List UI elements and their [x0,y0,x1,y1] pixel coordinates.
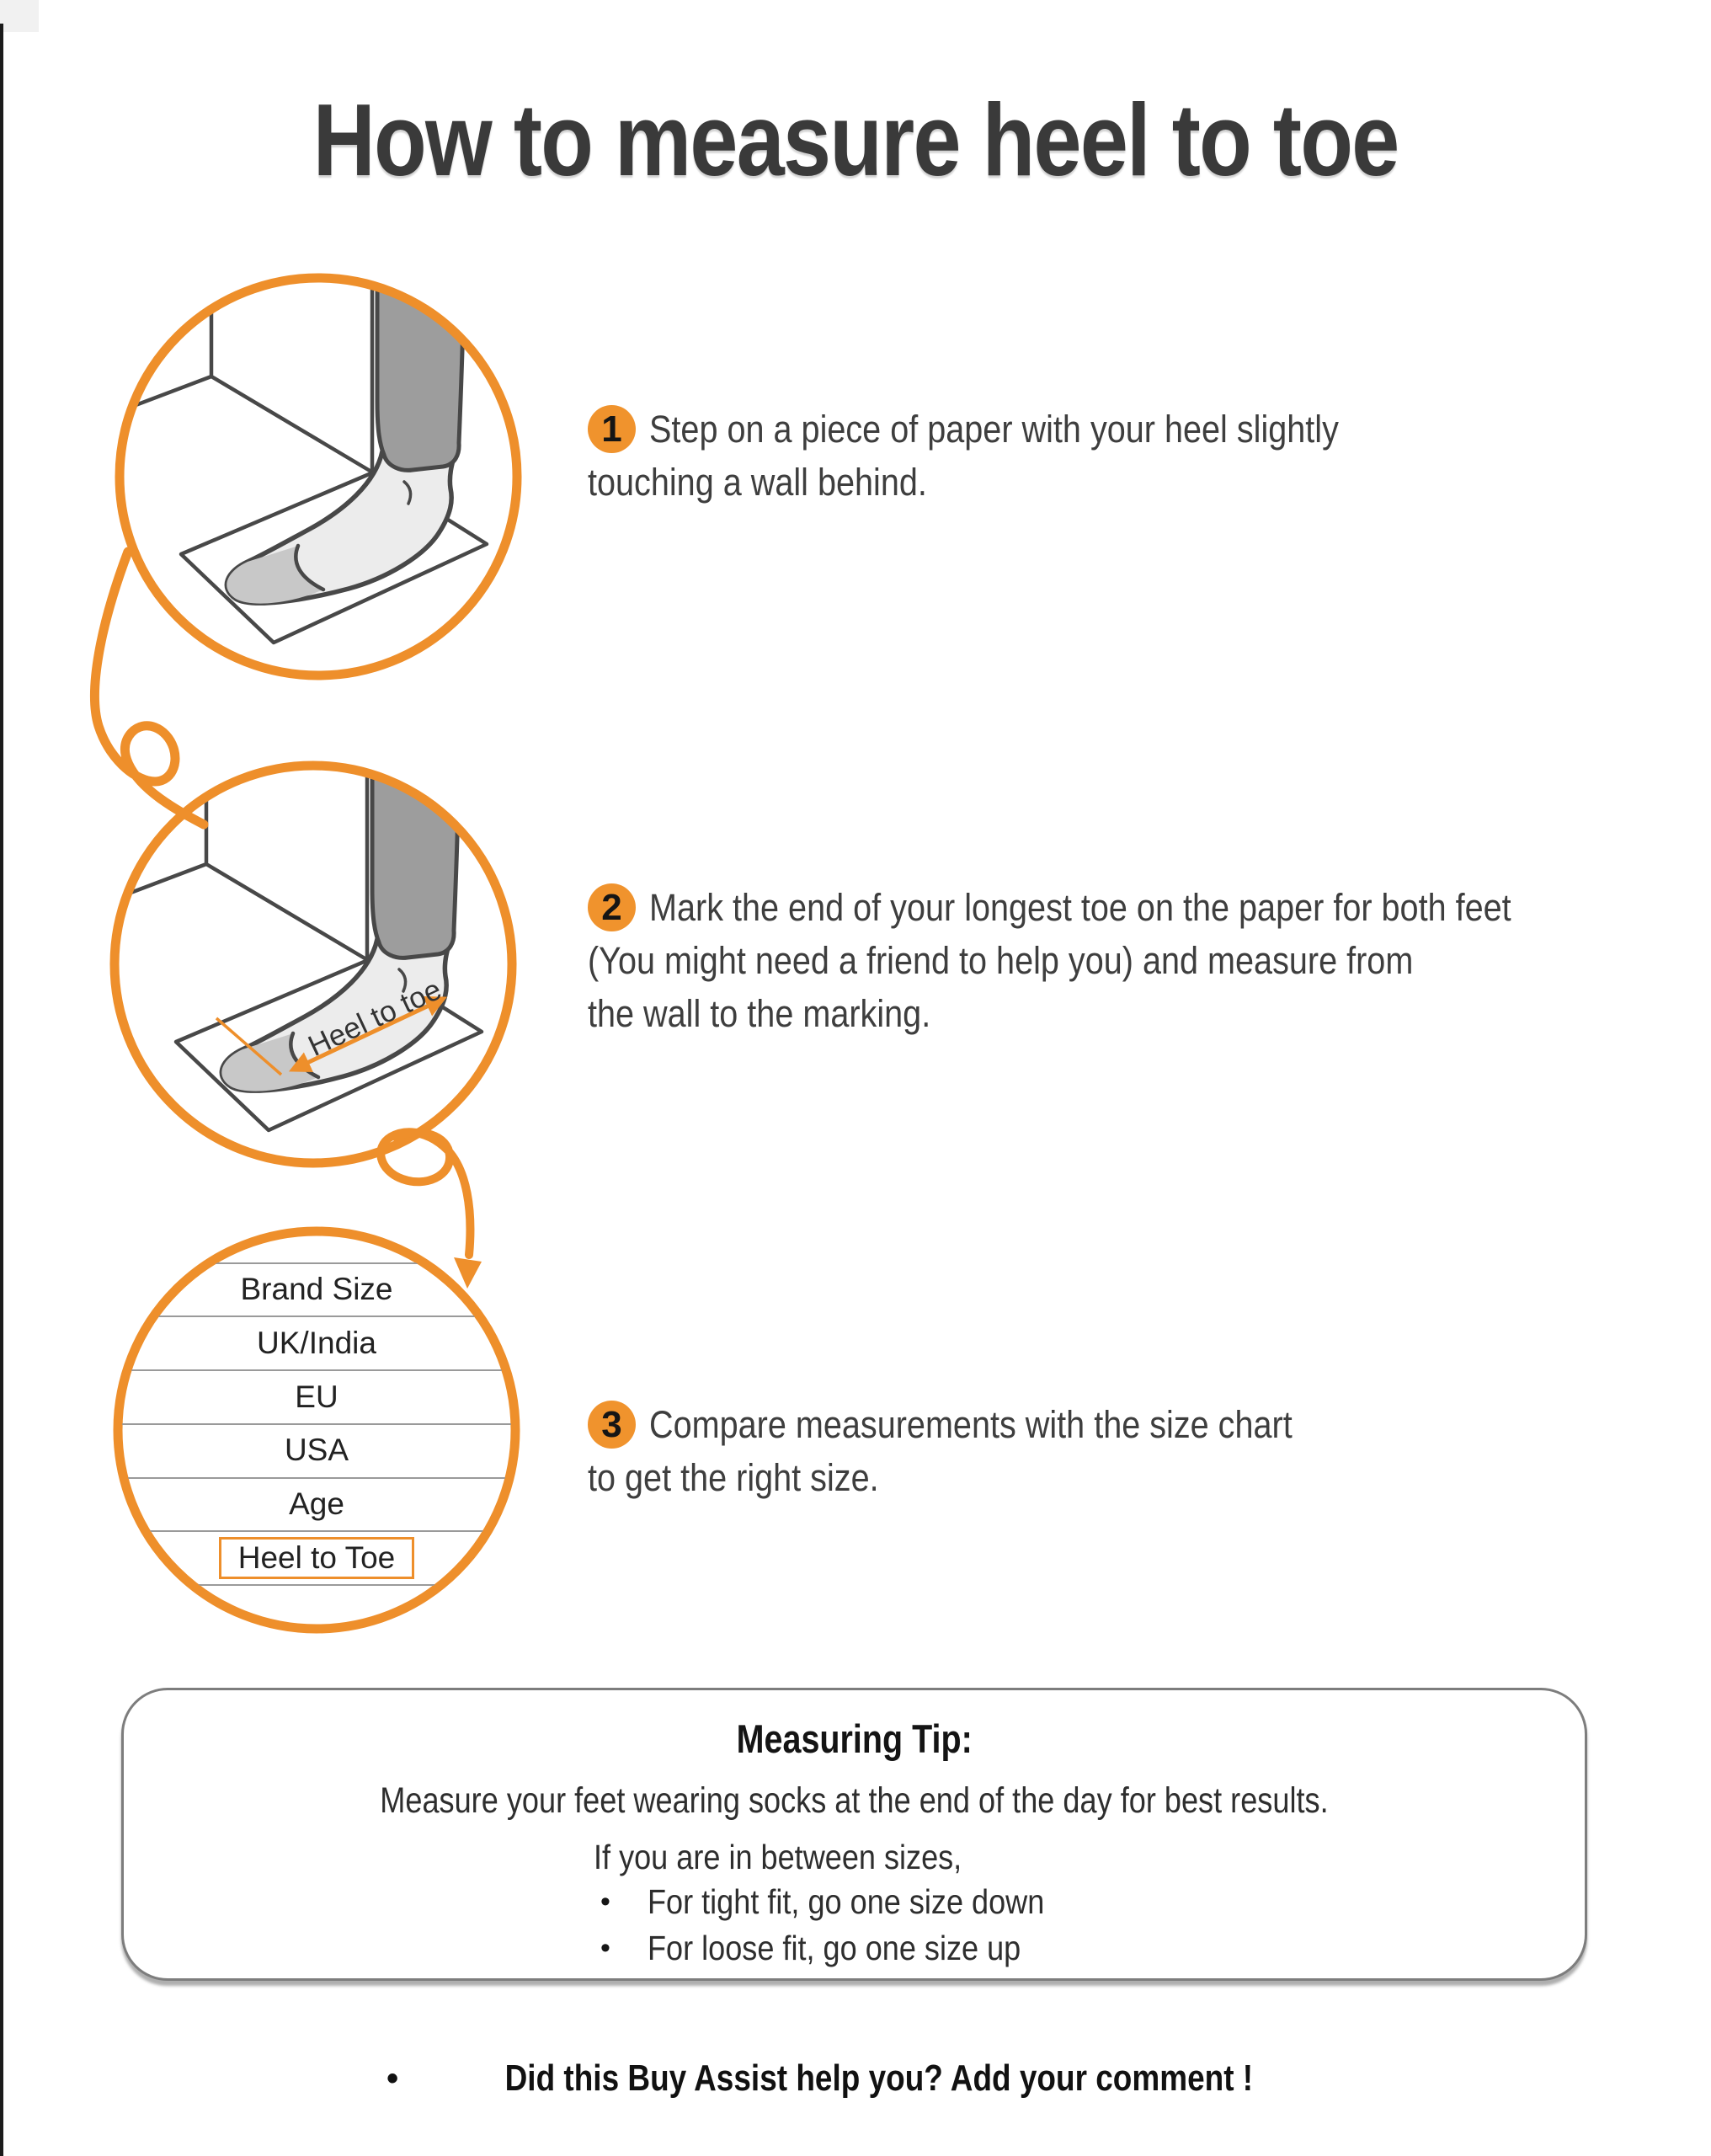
heel-to-toe-label: Heel to toe [303,973,447,1064]
measuring-tip-box [121,1688,1587,1981]
size-chart-row-brand-size: Brand Size [240,1272,393,1306]
step-2-line-1 [588,881,1628,934]
tip-sublist [594,1835,1099,1972]
step-3-badge: 3 [588,1401,636,1449]
tip-bullet-1: • For tight fit, go one size down [594,1879,1099,1925]
tip-main-line: Measure your feet wearing socks at the end of the day for best results. [380,1780,1329,1821]
size-chart-row-age: Age [289,1486,344,1521]
step-2 [588,881,1628,1040]
footer-row [0,2053,1711,2104]
step-1-badge: 1 [588,405,636,453]
footer-text: Did this Buy Assist help you? Add your comment ! [504,2057,1254,2099]
step-1-text: Step on a piece of paper with your heel slightly [649,407,1339,451]
step-3-line-1 [588,1398,1380,1451]
step-2-line-2: (You might need a friend to help you) and measure from [588,938,1414,982]
step-1-line-1 [588,403,1433,456]
step-3 [588,1398,1380,1504]
step-3-line-2: to get the right size. [588,1455,879,1499]
tip-title-row [124,1716,1585,1762]
step-2-text: Mark the end of your longest toe on the paper for both feet [649,885,1511,929]
size-chart-row-uk-india: UK/India [257,1326,376,1360]
step-1 [588,403,1433,509]
size-chart-row-usa: USA [284,1433,349,1467]
bullet-icon: • [600,1886,610,1918]
bullet-icon: • [386,2059,399,2097]
step-2-line-3: the wall to the marking. [588,991,931,1035]
step-3-text: Compare measurements with the size chart [649,1402,1293,1446]
size-chart-row-eu: EU [295,1380,338,1414]
tip-bullet-2: • For loose fit, go one size up [594,1925,1099,1972]
bullet-icon: • [600,1932,610,1964]
tip-main-line-row [124,1780,1585,1822]
tip-title: Measuring Tip: [736,1716,973,1761]
step-1-line-2: touching a wall behind. [588,460,927,504]
tip-between-sizes-line: If you are in between sizes, [594,1837,962,1876]
step-2-badge: 2 [588,883,636,931]
connector-squiggle-1 [94,552,204,825]
size-chart-row-heel-to-toe [120,1540,513,1577]
heel-to-toe-highlight-box: Heel to Toe [219,1537,415,1579]
page-title: How to measure heel to toe [312,83,1399,197]
